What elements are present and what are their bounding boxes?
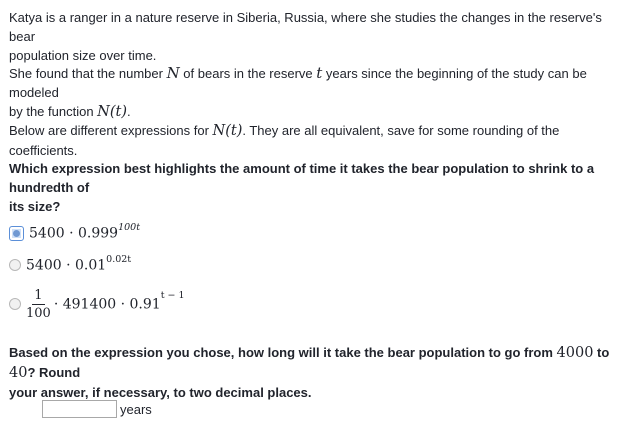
option-b-expression: $5400 \cdot 0.01^{0.02t}$ — [26, 254, 132, 274]
model-text: She found that the number N of bears in the reserve t years since the beginning of the study can be modeled by the function N(t). — [9, 64, 587, 120]
var-t: t — [316, 64, 323, 82]
expressions-intro: Below are different expressions for N(t). They are all equivalent, save for some rounding of the coefficients. — [9, 123, 560, 158]
radio-option-c[interactable] — [9, 298, 21, 310]
answer-unit: years — [120, 401, 152, 417]
radio-option-b[interactable] — [9, 259, 21, 271]
answer-row — [42, 400, 152, 418]
var-n: N — [166, 64, 180, 82]
fraction-one-hundredth: $\frac{1}{100}$ — [26, 287, 51, 321]
option-c-expression: $\frac{1}{100}$ · $491400 \cdot 0.91^{t - 1}$ — [26, 287, 185, 321]
answer-input[interactable] — [42, 400, 117, 418]
option-b[interactable] — [9, 253, 131, 277]
value-from: 4000 — [556, 345, 594, 361]
option-a[interactable] — [9, 221, 140, 245]
radio-option-a[interactable] — [9, 226, 24, 241]
value-to: 40 — [9, 365, 28, 381]
intro-text: Katya is a ranger in a nature reserve in Siberia, Russia, where she studies the changes in the reserve's bear population size over time. — [9, 10, 602, 63]
followup-question: Based on the expression you chose, how long will it take the bear population to go from 4000 to 40? Round your answer, if necessary, to two decimal places. — [9, 345, 610, 400]
option-a-expression: $5400 \cdot 0.999^{100t}$ — [29, 222, 141, 242]
option-c[interactable] — [9, 286, 185, 322]
question-text: Which expression best highlights the amount of time it takes the bear population to shrink to a hundredth of its size? — [9, 161, 595, 214]
function-n-of-t: N(t) — [97, 104, 128, 120]
function-n-of-t-2: N(t) — [212, 123, 243, 139]
